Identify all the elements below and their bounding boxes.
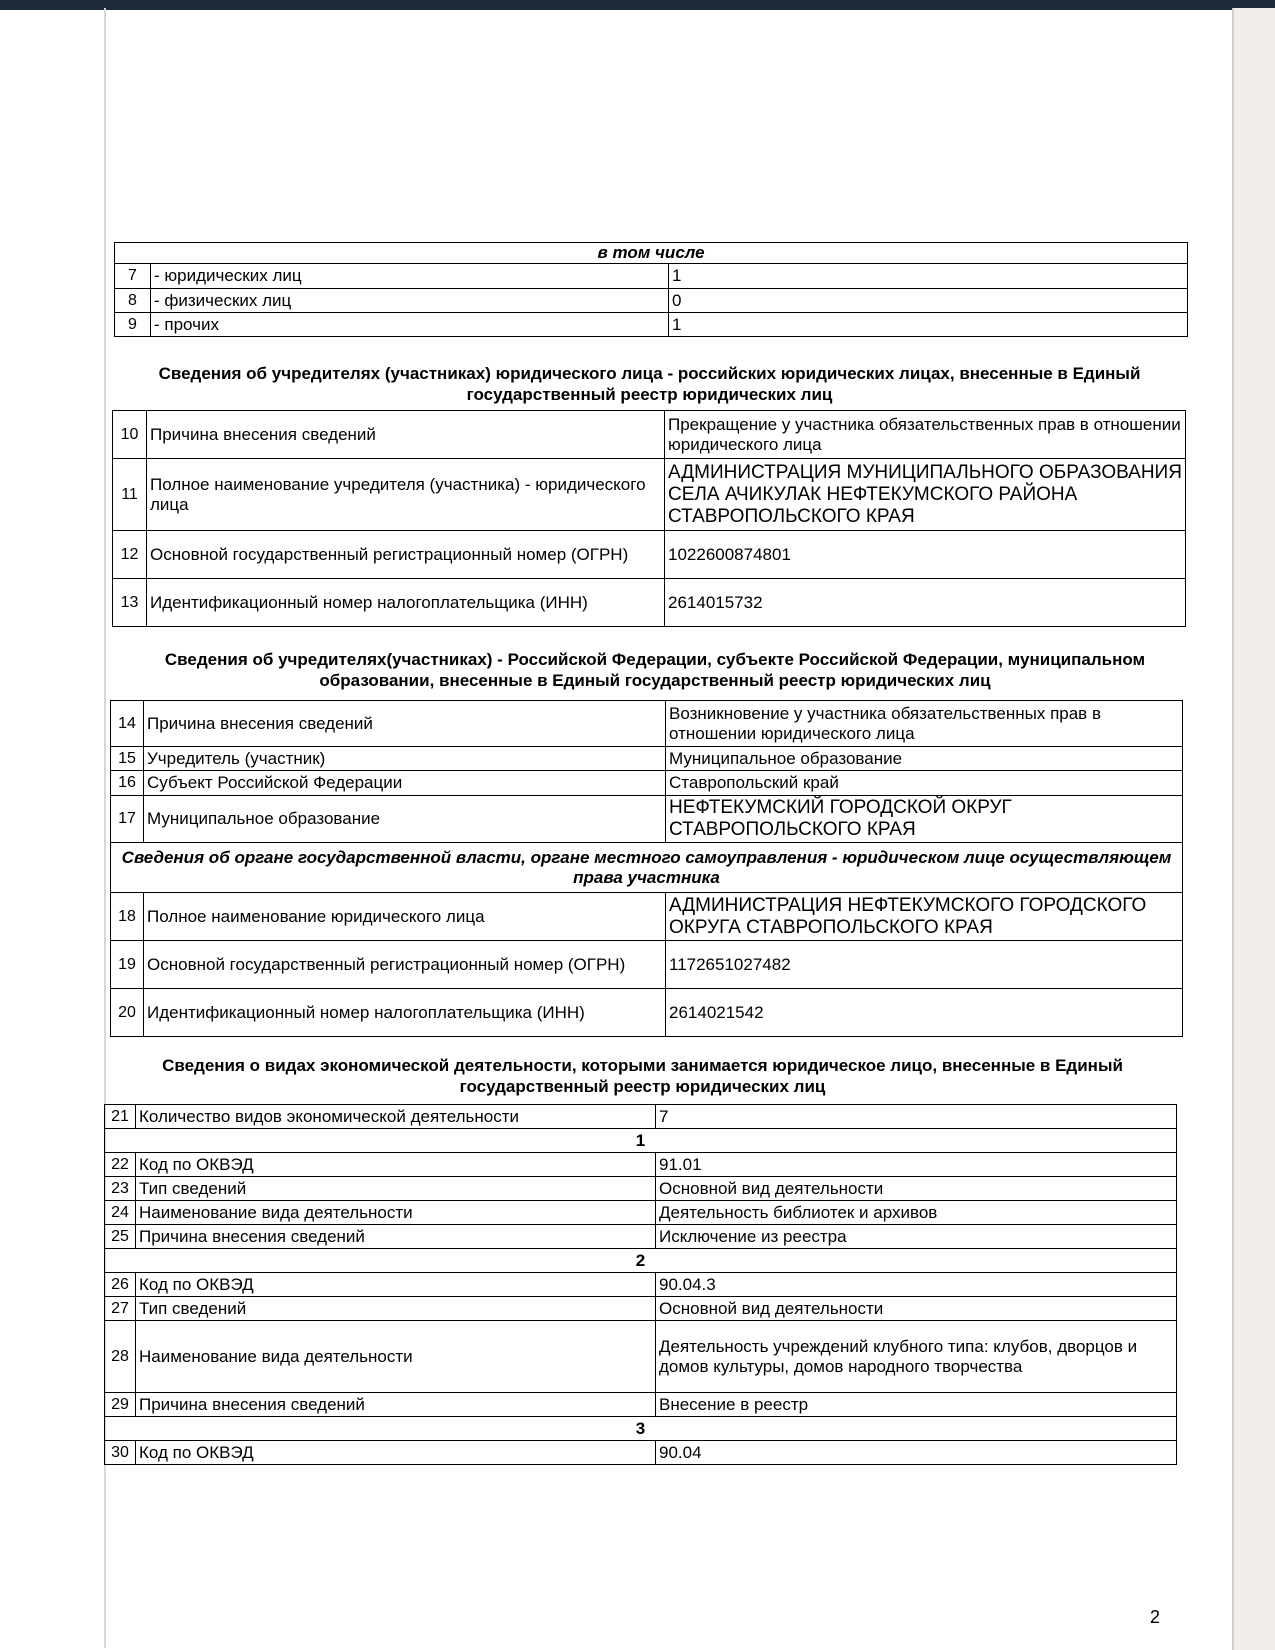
row-number: 24 [105,1201,136,1225]
row-label: Муниципальное образование [144,796,666,843]
row-value: Муниципальное образование [666,747,1183,771]
row-value: АДМИНИСТРАЦИЯ НЕФТЕКУМСКОГО ГОРОДСКОГО ОКРУГА СТАВРОПОЛЬСКОГО КРАЯ [666,893,1183,941]
table-row [105,1273,1177,1297]
row-label: Идентификационный номер налогоплательщика (ИНН) [147,579,665,627]
table-row [113,531,1186,579]
russian-legal-founders-table [112,410,1186,627]
table-row [105,1321,1177,1393]
row-value: Внесение в реестр [656,1393,1177,1417]
table-row [105,1393,1177,1417]
row-value: АДМИНИСТРАЦИЯ МУНИЦИПАЛЬНОГО ОБРАЗОВАНИЯ СЕЛА АЧИКУЛАК НЕФТЕКУМСКОГО РАЙОНА СТАВРОПОЛЬСКОГО КРАЯ [665,459,1186,531]
row-number: 16 [111,771,144,796]
row-label: Причина внесения сведений [147,411,665,459]
row-number: 11 [113,459,147,531]
row-number: 12 [113,531,147,579]
row-number: 8 [115,289,151,313]
row-value: Прекращение у участника обязательственных прав в отношении юридического лица [665,411,1186,459]
section-heading: Сведения об учредителях(участниках) - Российской Федерации, субъекте Российской Федерации, муниципальном образовании, внесенные в Единый государственный реестр юридических лиц [164,650,1146,690]
row-label: Полное наименование юридического лица [144,893,666,941]
row-value: Исключение из реестра [656,1225,1177,1249]
row-number: 9 [115,313,151,337]
row-label: - прочих [151,313,669,337]
table-row [105,1201,1177,1225]
row-label: Тип сведений [136,1297,656,1321]
row-number: 18 [111,893,144,941]
row-label: Наименование вида деятельности [136,1321,656,1393]
row-value: Ставропольский край [666,771,1183,796]
founders-count-table [114,242,1188,337]
row-label: Наименование вида деятельности [136,1201,656,1225]
row-number: 22 [105,1153,136,1177]
table-row [115,264,1188,289]
group-number: 2 [105,1249,1177,1273]
row-label: Причина внесения сведений [136,1393,656,1417]
section-heading: Сведения об учредителях (участниках) юридического лица - российских юридических лицах, внесенные в Единый государственный реестр юридических лиц [158,364,1141,404]
row-label: Причина внесения сведений [136,1225,656,1249]
table-row [115,289,1188,313]
table-row [105,1441,1177,1465]
table-row [111,796,1183,843]
row-label: Код по ОКВЭД [136,1153,656,1177]
row-label: Причина внесения сведений [144,701,666,747]
table-row [111,893,1183,941]
row-label: - физических лиц [151,289,669,313]
row-label: Код по ОКВЭД [136,1441,656,1465]
row-number: 23 [105,1177,136,1201]
table-row [105,1105,1177,1129]
row-value: 2614021542 [666,989,1183,1037]
row-number: 15 [111,747,144,771]
row-number: 7 [115,264,151,289]
row-value: Основной вид деятельности [656,1177,1177,1201]
table-row [105,1297,1177,1321]
row-number: 28 [105,1321,136,1393]
table-row [115,313,1188,337]
row-value: Деятельность учреждений клубного типа: клубов, дворцов и домов культуры, домов народного творчества [656,1321,1177,1393]
row-number: 29 [105,1393,136,1417]
table-row [113,579,1186,627]
table-row [111,701,1183,747]
row-value: 2614015732 [665,579,1186,627]
row-value: 1022600874801 [665,531,1186,579]
table-subheader: Сведения об органе государственной власти, органе местного самоуправления - юридическом лице осуществляющем права участника [111,843,1183,893]
row-value: 0 [669,289,1188,313]
row-number: 26 [105,1273,136,1297]
table-row [105,1177,1177,1201]
row-value: Основной вид деятельности [656,1297,1177,1321]
row-number: 21 [105,1105,136,1129]
row-number: 27 [105,1297,136,1321]
row-number: 20 [111,989,144,1037]
row-value: 1 [669,313,1188,337]
table-row [111,989,1183,1037]
group-number: 1 [105,1129,1177,1153]
row-label: - юридических лиц [151,264,669,289]
table-row [111,941,1183,989]
row-label: Учредитель (участник) [144,747,666,771]
row-number: 19 [111,941,144,989]
row-label: Код по ОКВЭД [136,1273,656,1297]
row-number: 17 [111,796,144,843]
row-value: 90.04 [656,1441,1177,1465]
row-label: Полное наименование учредителя (участника) - юридического лица [147,459,665,531]
row-label: Тип сведений [136,1177,656,1201]
table-row [105,1153,1177,1177]
row-value: Возникновение у участника обязательственных прав в отношении юридического лица [666,701,1183,747]
row-label: Основной государственный регистрационный номер (ОГРН) [144,941,666,989]
row-number: 30 [105,1441,136,1465]
scan-edge-right [1232,8,1275,1650]
scan-edge-top [0,0,1275,10]
row-value: 91.01 [656,1153,1177,1177]
table-row [111,771,1183,796]
row-value: 90.04.3 [656,1273,1177,1297]
table-row [113,459,1186,531]
row-number: 14 [111,701,144,747]
table-row [113,411,1186,459]
row-label: Количество видов экономической деятельности [136,1105,656,1129]
row-value: НЕФТЕКУМСКИЙ ГОРОДСКОЙ ОКРУГ СТАВРОПОЛЬСКОГО КРАЯ [666,796,1183,843]
row-label: Основной государственный регистрационный номер (ОГРН) [147,531,665,579]
row-label: Идентификационный номер налогоплательщика (ИНН) [144,989,666,1037]
row-value: 1 [669,264,1188,289]
table-subheader: в том числе [115,243,1188,264]
table-row [111,747,1183,771]
page-number: 2 [1150,1607,1161,1627]
row-number: 13 [113,579,147,627]
economic-activity-table [104,1104,1177,1465]
row-value: Деятельность библиотек и архивов [656,1201,1177,1225]
section-heading: Сведения о видах экономической деятельности, которыми занимается юридическое лицо, внесенные в Единый государственный реестр юридических лиц [162,1056,1123,1096]
group-number: 3 [105,1417,1177,1441]
row-label: Субъект Российской Федерации [144,771,666,796]
row-value: 1172651027482 [666,941,1183,989]
table-row [105,1225,1177,1249]
state-founders-table [110,700,1183,1037]
row-number: 25 [105,1225,136,1249]
row-number: 10 [113,411,147,459]
row-value: 7 [656,1105,1177,1129]
